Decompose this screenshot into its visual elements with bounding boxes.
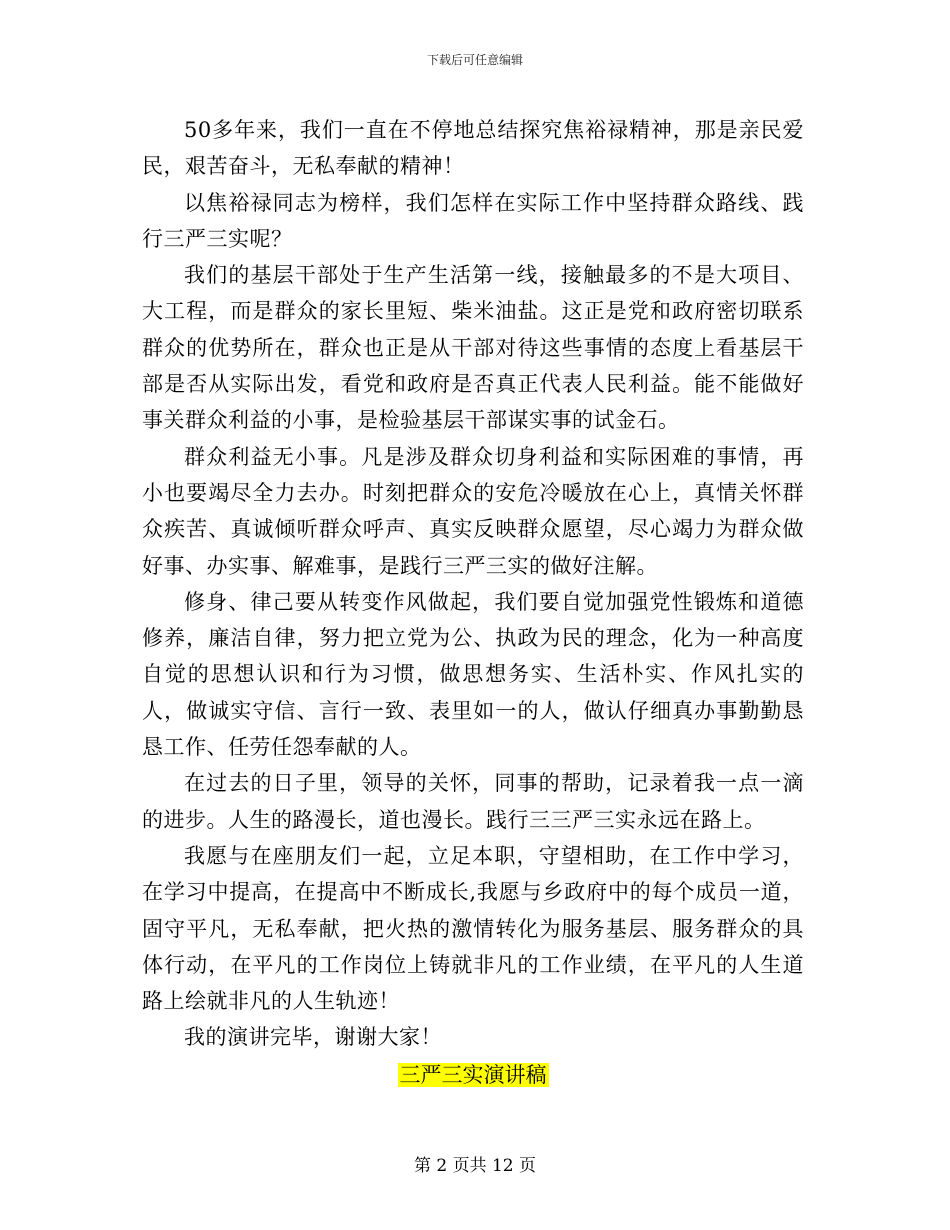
paragraph: 我愿与在座朋友们一起，立足本职，守望相助，在工作中学习，在学习中提高，在提高中不断成长,我愿与乡政府中的每个成员一道，固守平凡，无私奉献，把火热的激情转化为服务基层、服务群众的具体行动，在平凡的工作岗位上铸就非凡的工作业绩，在平凡的人生道路上绘就非凡的人生轨迹！	[142, 843, 804, 1014]
paragraph: 我们的基层干部处于生产生活第一线，接触最多的不是大项目、大工程，而是群众的家长里短、柴米油盐。这正是党和政府密切联系群众的优势所在，群众也正是从干部对待这些事情的态度上看基层干部是否从实际出发，看党和政府是否真正代表人民利益。能不能做好事关群众利益的小事，是检验基层干部谋实事的试金石。	[142, 263, 804, 433]
paragraph: 修身、律己要从转变作风做起，我们要自觉加强党性锻炼和道德修养，廉洁自律，努力把立党为公、执政为民的理念，化为一种高度自觉的思想认识和行为习惯，做思想务实、生活朴实、作风扎实的人，做诚实守信、言行一致、表里如一的人，做认仔细真办事勤勤恳恳工作、任劳任怨奉献的人。	[142, 589, 804, 760]
page-number-footer: 第 2 页共 12 页	[413, 1156, 537, 1176]
paragraph: 以焦裕禄同志为榜样，我们怎样在实际工作中坚持群众路线、践行三严三实呢？	[142, 190, 804, 251]
paragraph: 群众利益无小事。凡是涉及群众切身利益和实际困难的事情，再小也要竭尽全力去办。时刻把群众的安危冷暖放在心上，真情关怀群众疾苦、真诚倾听群众呼声、真实反映群众愿望，尽心竭力为群众做好事、办实事、解难事，是践行三严三实的做好注解。	[142, 444, 804, 578]
page-header: 下载后可任意编辑	[426, 53, 523, 67]
next-document-title	[142, 1060, 804, 1090]
document-body	[142, 112, 804, 1090]
highlighted-title-text: 三严三实演讲稿	[399, 1062, 547, 1087]
paragraph: 50多年来，我们一直在不停地总结探究焦裕禄精神，那是亲民爱民，艰苦奋斗，无私奉献的精神！	[142, 118, 804, 179]
paragraph: 在过去的日子里，领导的关怀，同事的帮助，记录着我一点一滴的进步。人生的路漫长，道也漫长。践行三三严三实永远在路上。	[142, 771, 804, 832]
paragraph: 我的演讲完毕，谢谢大家！	[184, 1025, 442, 1050]
